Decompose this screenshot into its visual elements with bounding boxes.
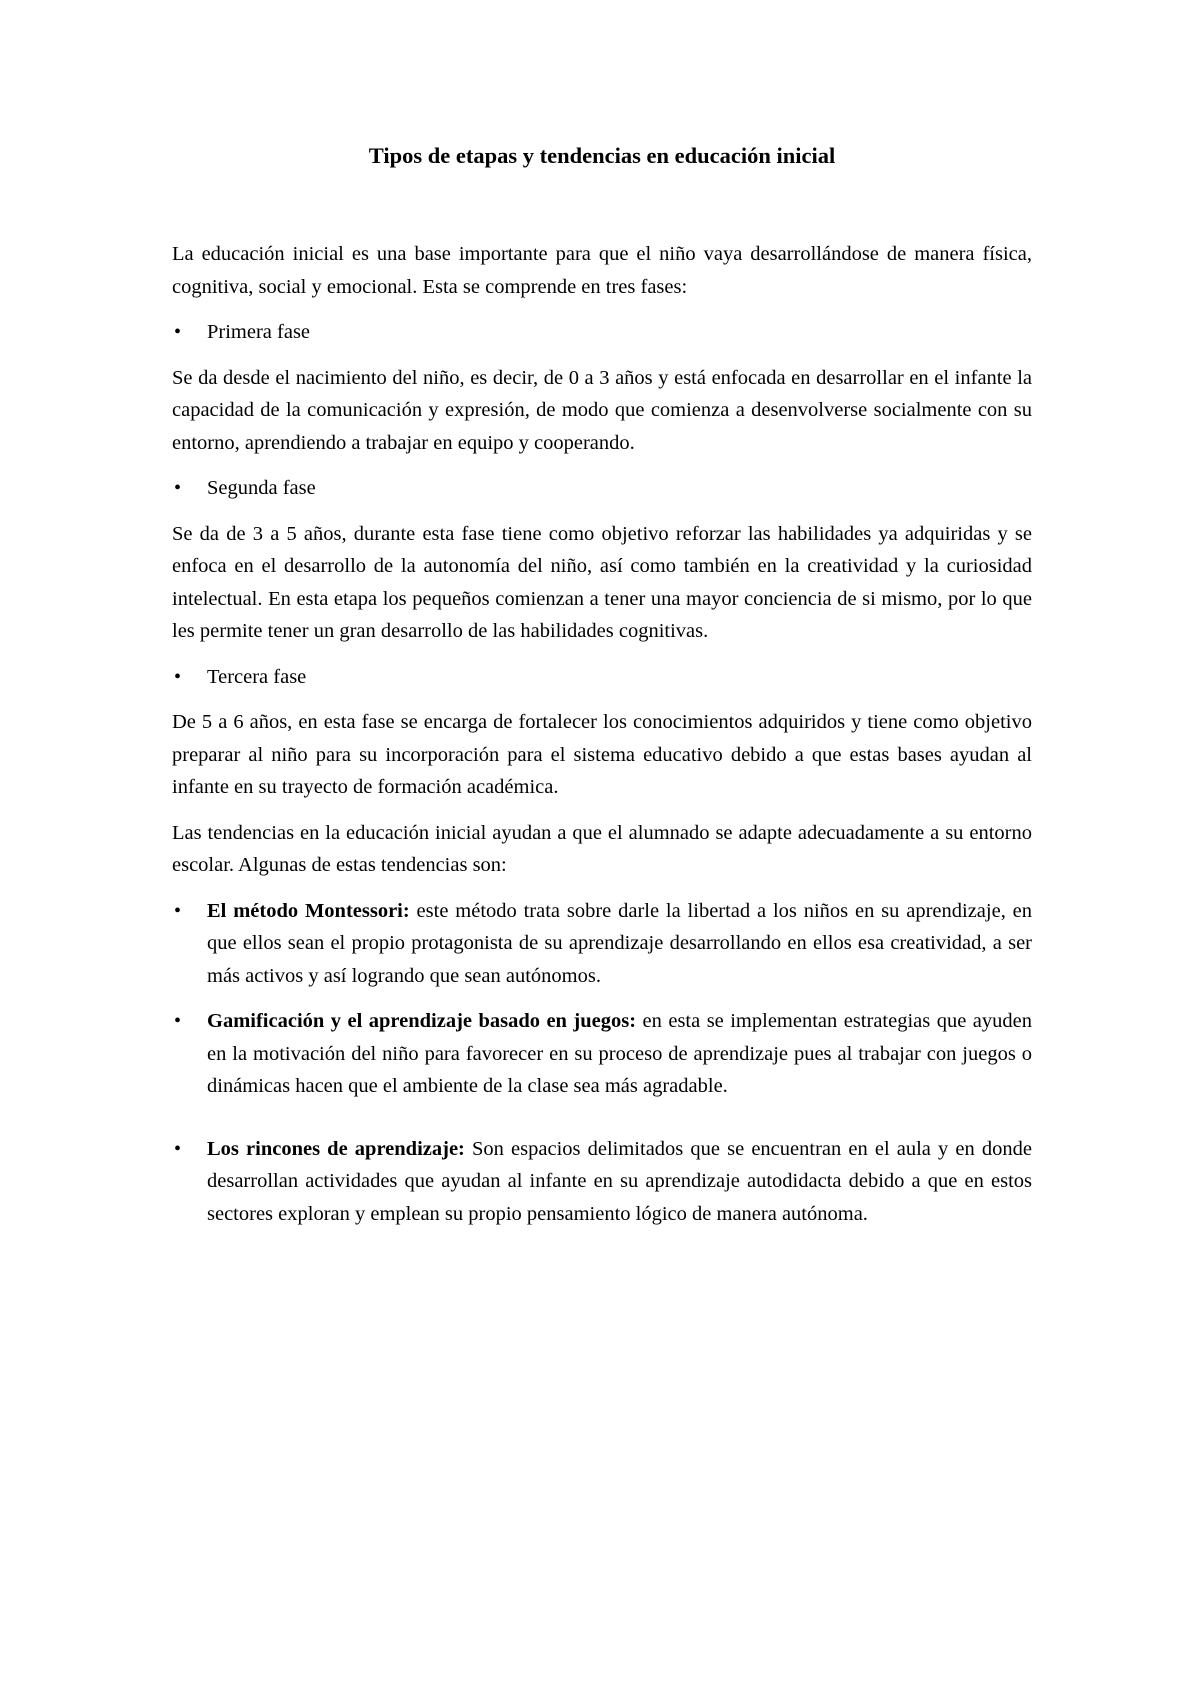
phase-heading (172, 472, 1032, 505)
phase-heading (172, 316, 1032, 349)
trend-term: Los rincones de aprendizaje: (207, 1137, 465, 1160)
trend-list-item (172, 895, 1032, 993)
phase-paragraph: Se da desde el nacimiento del niño, es decir, de 0 a 3 años y está enfocada en desarrollar en el infante la capacidad de la comunicación y expresión, de modo que comienza a desenvolverse socialmente con su entorno, aprendiendo a trabajar en equipo y cooperando. (172, 366, 1032, 454)
bullet-icon: • (174, 1010, 182, 1032)
bullet-icon: • (174, 321, 182, 343)
trend-term: Gamificación y el aprendizaje basado en juegos: (207, 1010, 637, 1032)
phase-heading-label: Segunda fase (207, 477, 316, 499)
phase-heading (172, 661, 1032, 694)
bullet-icon: • (174, 1137, 182, 1160)
trend-description: Son espacios delimitados que se encuentran en el aula y en donde desarrollan actividades que ayudan al infante en su aprendizaje autodidacta debido a que en estos sectores exploran y emplean su propio pensamiento lógico de manera autónoma. (207, 1137, 1032, 1225)
phase-paragraph: De 5 a 6 años, en esta fase se encarga de fortalecer los conocimientos adquiridos y tiene como objetivo preparar al niño para su incorporación para el sistema educativo debido a que estas bases ayudan al infante en su trayecto de formación académica. (172, 711, 1032, 798)
document-title: Tipos de etapas y tendencias en educación inicial (368, 143, 836, 168)
document-body (172, 140, 1032, 1243)
bullet-icon: • (174, 477, 182, 499)
bullet-icon: • (174, 665, 182, 688)
trend-description: este método trata sobre darle la libertad a los niños en su aprendizaje, en que ellos sean el propio protagonista de su aprendizaje desarrollando en ellos esa creatividad, a ser más activos y así logrando que sean autónomos. (207, 899, 1033, 987)
trend-list-item (172, 1005, 1032, 1103)
phase-heading-label: Tercera fase (207, 665, 307, 688)
trend-description: en esta se implementan estrategias que ayuden en la motivación del niño para favorecer en su proceso de aprendizaje pues al trabajar con juegos o dinámicas hacen que el ambiente de la clase sea más agradable. (207, 1010, 1032, 1097)
intro-paragraph: La educación inicial es una base importante para que el niño vaya desarrollándose de manera física, cognitiva, social y emocional. Esta se comprende en tres fases: (172, 243, 1032, 298)
phase-heading-label: Primera fase (207, 321, 311, 343)
bullet-icon: • (174, 899, 182, 922)
phase-paragraph: Se da de 3 a 5 años, durante esta fase tiene como objetivo reforzar las habilidades ya adquiridas y se enfoca en el desarrollo de la autonomía del niño, así como también en la creatividad y la curiosidad intelectual. En esta etapa los pequeños comienzan a tener una mayor conciencia de si mismo, por lo que les permite tener un gran desarrollo de las habilidades cognitivas. (172, 522, 1032, 642)
trend-list-item (172, 1133, 1032, 1231)
trend-term: El método Montessori: (207, 899, 410, 922)
trends-intro-paragraph: Las tendencias en la educación inicial ayudan a que el alumnado se adapte adecuadamente a su entorno escolar. Algunas de estas tendencias son: (172, 821, 1032, 876)
